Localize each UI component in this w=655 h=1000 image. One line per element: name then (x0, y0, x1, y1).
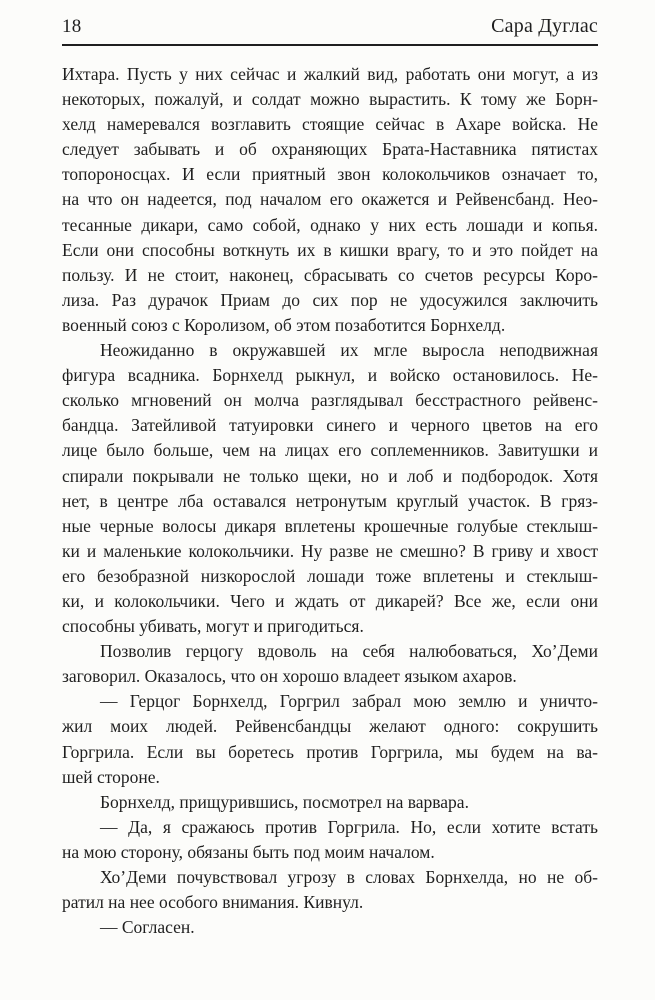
text-line: военный союз с Королизом, об этом позаботится Борнхелд. (62, 314, 506, 335)
text-line: на что он надеется, под началом его окажется и Рейвенсбанд. Нео- (62, 189, 598, 210)
text-line: — Согласен. (100, 917, 195, 938)
text-line: ки и маленькие колокольчики. Ну разве не смешно? В гриву и хвост (62, 540, 598, 561)
text-line: бандца. Затейливой татуировки синего и черного цветов на его (62, 415, 598, 436)
text-line: ные черные волосы дикаря вплетены крошечные голубые стеклыш- (62, 515, 598, 536)
text-line: на мою сторону, обязаны быть под моим началом. (62, 841, 435, 862)
text-line: лице было больше, чем на лицах его соплеменников. Завитушки и (62, 440, 598, 461)
text-line: ратил на нее особого внимания. Кивнул. (62, 892, 364, 913)
text-line: Борнхелд, прищурившись, посмотрел на варвара. (100, 791, 469, 812)
page-header (62, 14, 598, 39)
text-line: лиза. Раз дурачок Приам до сих пор не удосужился заключить (62, 289, 598, 310)
text-line: фигура всадника. Борнхелд рыкнул, и войско остановилось. Не- (62, 365, 598, 386)
text-line: Ихтара. Пусть у них сейчас и жалкий вид, работать они могут, а из (62, 64, 598, 84)
text-line: спирали покрывали не только щеки, но и лоб и подбородок. Хотя (62, 465, 598, 486)
text-line: Позволив герцогу вдоволь на себя налюбоваться, Хо’Деми (100, 641, 598, 662)
text-line: Хо’Деми почувствовал угрозу в словах Борнхелда, но не об- (100, 867, 598, 887)
text-line: его безобразной низкорослой лошади тоже вплетены и стеклыш- (62, 565, 598, 586)
header-rule (62, 44, 598, 46)
text-line: тесанные дикари, само собой, однако у них есть лошади и копья. (62, 214, 598, 235)
text-line: Горгрила. Если вы боретесь против Горгрила, мы будем на ва- (62, 741, 598, 762)
page-number: 18 (62, 16, 82, 37)
text-line: пользу. И не стоит, наконец, сбрасывать со счетов ресурсы Коро- (62, 264, 598, 285)
text-line: некоторых, пожалуй, и солдат можно вырастить. К тому же Борн- (62, 89, 598, 110)
text-line: шей стороне. (62, 766, 160, 787)
text-line: способны убивать, могут и пригодиться. (62, 616, 364, 637)
text-line: — Да, я сражаюсь против Горгрила. Но, если хотите встать (100, 816, 598, 837)
text-line: жил моих людей. Рейвенсбандцы желают одного: сокрушить (62, 716, 598, 737)
text-line: хелд намеревался возглавить стоящие сейчас в Ахаре войска. Не (62, 114, 598, 135)
text-line: следует забывать и об охраняющих Брата-Наставника пятистах (62, 139, 598, 160)
text-line: ки, и колокольчики. Чего и ждать от дикарей? Все же, если они (62, 590, 598, 611)
text-line: Если они способны воткнуть их в кишки врагу, то и это пойдет на (62, 239, 598, 260)
text-line: заговорил. Оказалось, что он хорошо владеет языком ахаров. (62, 666, 517, 687)
body-text (62, 62, 598, 940)
text-line: Неожиданно в окружавшей их мгле выросла неподвижная (100, 340, 598, 361)
text-line: сколько мгновений он молча разглядывал бесстрастного рейвенс- (62, 390, 598, 411)
text-line: — Герцог Борнхелд, Горгрил забрал мою землю и уничто- (100, 691, 598, 712)
text-line: топороносцах. И если приятный звон колокольчиков означает то, (62, 164, 598, 185)
text-line: нет, в центре лба оставался нетронутым круглый участок. В гряз- (62, 490, 598, 511)
running-title: Сара Дуглас (491, 15, 598, 37)
